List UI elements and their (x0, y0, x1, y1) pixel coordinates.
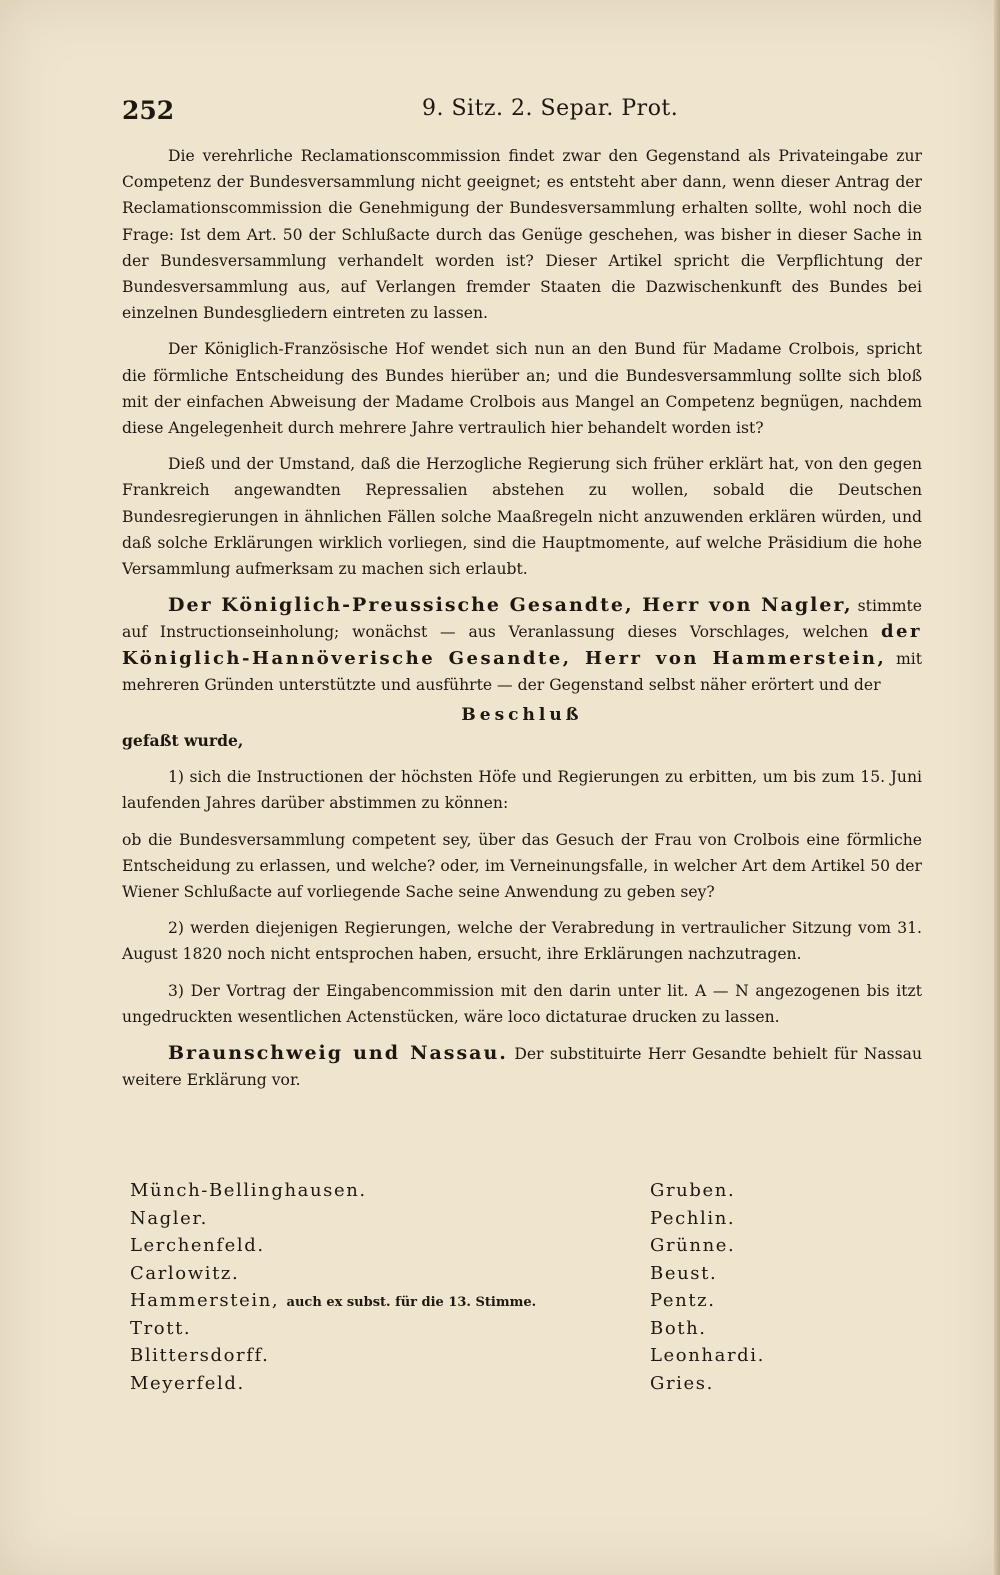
resolution-item-3: 3) Der Vortrag der Eingabencommission mit den darin unter lit. A — N angezogenen bis itzt ungedruckten wesentlichen Actenstücken, wäre loco dictaturae drucken zu lassen. (122, 981, 922, 1026)
paragraph-2: Der Königlich-Französische Hof wendet sich nun an den Bund für Madame Crolbois, spricht die förmliche Entscheidung des Bundes hierüber an; und die Bundesversammlung sollte sich bloß mit der einfachen Abweisung der Madame Crolbois aus Mangel an Competenz begnügen, nachdem diese Angelegenheit durch mehrere Jahre vertraulich hier behandelt worden ist? (122, 340, 922, 438)
paragraph-3: Dieß und der Umstand, daß die Herzogliche Regierung sich früher erklärt hat, von den gegen Frankreich angewandten Repressalien abstehen zu wollen, sobald die Deutschen Bundesregierungen in ähnlichen Fällen solche Maaßregeln nicht anzuwenden erklären würden, und daß solche Erklärungen wirklich vorliegen, sind die Hauptmomente, auf welche Präsidium die hohe Versammlung aufmerksam zu machen sich erlaubt. (122, 455, 922, 579)
paragraph-4-text-b: mit mehreren Gründen unterstützte und ausführte — der Gegenstand selbst näher erörtert und der (122, 649, 922, 694)
signatures-left-column (130, 1180, 536, 1400)
resolution-item-1-question: ob die Bundesversammlung competent sey, über das Gesuch der Frau von Crolbois eine förmliche Entscheidung zu erlassen, und welche? oder, im Verneinungsfalle, in welcher Art dem Artikel 50 der Wiener Schlußacte auf vorliegende Sache seine Anwendung zu geben sey? (122, 830, 922, 902)
signature: Both. (650, 1317, 707, 1339)
signature: Pechlin. (650, 1207, 736, 1229)
resolution-item-1: 1) sich die Instructionen der höchsten Höfe und Regierungen zu erbitten, um bis zum 15. Juni laufenden Jahres darüber abstimmen zu können: (122, 768, 922, 813)
resolution-heading: Beschluß (461, 705, 583, 726)
signature: Lerchenfeld. (130, 1235, 265, 1256)
signature: Nagler. (130, 1207, 208, 1229)
signature: Münch-Bellinghausen. (130, 1180, 367, 1201)
paragraph-4-text-a: stimmte auf Instructionseinholung; wonächst — aus Veranlassung dieses Vorschlages, welchen (122, 597, 923, 642)
page-edge (994, 0, 1000, 1575)
resolution-item-2: 2) werden diejenigen Regierungen, welche der Verabredung in vertraulicher Sitzung vom 31. August 1820 noch nicht entsprochen haben, ersucht, ihre Erklärungen nachzutragen. (122, 919, 922, 964)
signature: Meyerfeld. (130, 1372, 245, 1394)
paragraph-5-text: Der substituirte Herr Gesandte behielt für Nassau weitere Erklärung vor. (122, 1045, 922, 1090)
signature: Gries. (650, 1372, 714, 1394)
signature-note: auch ex subst. für die 13. Stimme. (286, 1295, 537, 1310)
signature-hammerstein (130, 1290, 536, 1318)
running-title: 9. Sitz. 2. Separ. Prot. (422, 96, 679, 121)
signature: Carlowitz. (130, 1262, 240, 1284)
signature: Grünne. (650, 1235, 736, 1256)
resolution-intro: gefaßt wurde, (122, 731, 244, 751)
paragraph-1: Die verehrliche Reclamationscommission findet zwar den Gegenstand als Privateingabe zur Competenz der Bundesversammlung nicht geeignet; es entsteht aber dann, wenn dieser Antrag der Reclamationscommission die Genehmigung der Bundesversammlung erhalten sollte, wohl noch die Frage: Ist dem Art. 50 der Schlußacte durch das Genüge geschehen, was bisher in dieser Sache in der Bundesversammlung verhandelt worden ist? Dieser Artikel spricht die Verpflichtung der Bundesversammlung aus, auf Verlangen fremder Staaten die Dazwischenkunft des Bundes bei einzelnen Bundesgliedern eintreten zu lassen. (122, 147, 922, 323)
signature: Pentz. (650, 1290, 716, 1311)
signature: Trott. (130, 1317, 192, 1339)
paragraph-4 (122, 592, 922, 698)
prussian-envoy: Der Königlich-Preussische Gesandte, Herr von Nagler, (168, 594, 853, 617)
signature: Blittersdorff. (130, 1345, 270, 1366)
page-body (122, 143, 922, 1104)
page-header (122, 96, 922, 130)
brunswick-nassau: Braunschweig und Nassau. (168, 1042, 508, 1065)
signature-name: Hammerstein, (130, 1290, 280, 1311)
hanover-envoy: der Königlich-Hannöverische Gesandte, Herr von Hammerstein, (122, 621, 922, 669)
signature: Gruben. (650, 1180, 736, 1201)
paragraph-5 (122, 1040, 922, 1093)
signature: Leonhardi. (650, 1345, 765, 1366)
signature: Beust. (650, 1262, 718, 1284)
signatures-right-column (650, 1180, 765, 1400)
page-number: 252 (122, 96, 175, 125)
